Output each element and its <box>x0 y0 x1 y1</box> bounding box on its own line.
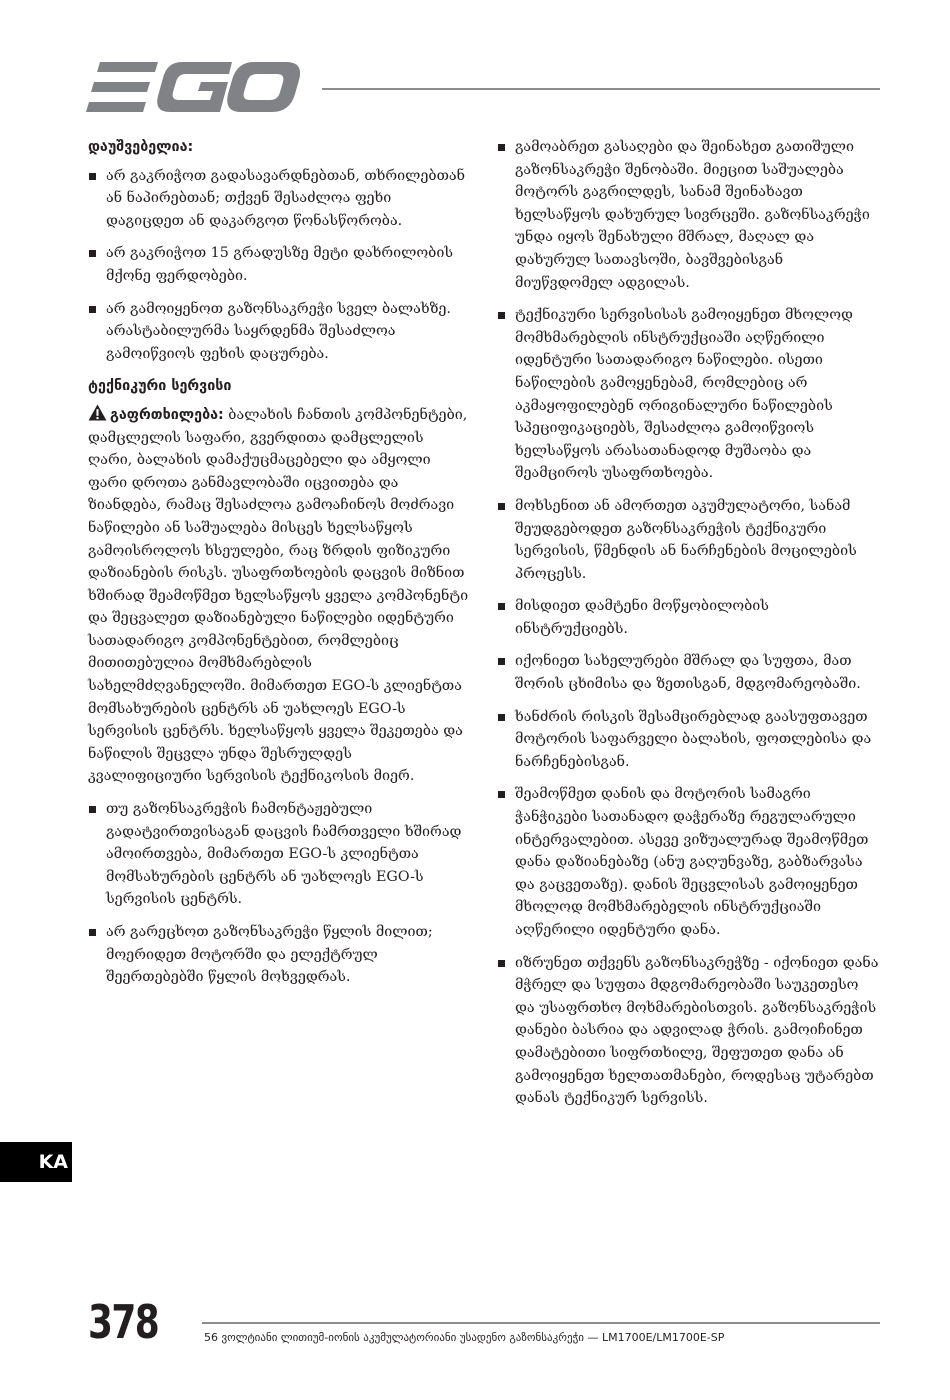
list-item <box>88 921 470 989</box>
maintenance-list-right <box>497 136 881 1110</box>
square-bullet-icon <box>89 173 96 180</box>
square-bullet-icon <box>89 250 96 257</box>
prohibited-list <box>88 165 470 366</box>
list-item <box>497 952 881 1110</box>
right-column <box>497 136 881 1120</box>
list-item <box>88 298 470 366</box>
list-item-text: არ გაკრიჭოთ გადასავარდნებთან, თხრილებთან ან ნაპირებთან; თქვენ შესაძლოა ფეხი დაგიცდეთ ან დაკარგოთ წონასწორობა. <box>106 167 465 229</box>
list-item-text: არ გაკრიჭოთ 15 გრადუსზე მეტი დახრილობის მქონე ფერდობები. <box>106 245 453 284</box>
footer-product-description: 56 ვოლტიანი ლითიუმ-იონის აკუმულატორიანი უსადენო გაზონსაკრეჭი — LM1700E/LM1700E-SP <box>204 1331 725 1344</box>
list-item-text: თუ გაზონსაკრეჭის ჩამონტაჟებული გადატვირთვისაგან დაცვის ჩამრთველი ხშირად ამოირთვება, მიმართეთ EGO-ს კლიენტთა მომსახურების ცენტრს ან უახლოეს EGO-ს სერვისის ცენტრს. <box>106 801 462 908</box>
list-item-text: გამოაბრეთ გასაღები და შეინახეთ გათიშული გაზონსაკრეჭი შენობაში. მიეცით საშუალება მოტორს გაგრილდეს, სანამ შეინახავთ ხელსაწყოს დახურულ სივრცეში. გაზონსაკრეჭი უნდა იყოს შენახული მშრალ, მაღალ და დახურულ სათავსოში, ბავშვებისგან მიუწვდომელ ადგილას. <box>515 139 870 291</box>
section-heading-maintenance: ტექნიკური სერვისი <box>88 378 232 395</box>
left-column <box>88 136 470 999</box>
square-bullet-icon <box>498 312 505 319</box>
warning-paragraph <box>88 404 470 788</box>
square-bullet-icon <box>89 806 96 813</box>
list-item-text: ტექნიკური სერვისისას გამოიყენეთ მხოლოდ მომხმარებლის ინსტრუქციაში აღწერილი იდენტური სათადარიგო ნაწილები. ისეთი ნაწილების გამოყენებამ, რომლებიც არ აკმაყოფილებენ ორიგინალური ნაწილების სპეციფიკაციებს, შესაძლოა გამოიწვიოს ხელსაწყოს არასათანადოდ მუშაობა და შეამციროს უსაფრთხოება. <box>515 307 853 482</box>
list-item-text: მოხსენით ან ამორთეთ აკუმულატორი, სანამ შეუდგებოდეთ გაზონსაკრეჭის ტექნიკური სერვისის, წმენდის ან ნარჩენების მოცილების პროცესს. <box>515 497 857 582</box>
language-tab <box>0 1142 72 1182</box>
list-item-text: არ გამოიყენოთ გაზონსაკრეჭი სველ ბალახზე. არასტაბილურმა საყრდენმა შესაძლოა გამოიწვიოს ფეხის დაცურება. <box>106 300 451 362</box>
list-item <box>88 798 470 911</box>
square-bullet-icon <box>498 603 505 610</box>
list-item <box>497 495 881 585</box>
section-heading-prohibited: დაუშვებელია: <box>88 139 194 155</box>
ego-logo <box>86 62 302 112</box>
list-item <box>497 783 881 941</box>
maintenance-list-left <box>88 798 470 989</box>
warning-label: გაფრთხილება: <box>110 406 224 423</box>
list-item <box>497 706 881 774</box>
square-bullet-icon <box>498 791 505 798</box>
list-item-text: იზრუნეთ თქვენს გაზონსაკრეჭზე - იქონიეთ დანა მჭრელ და სუფთა მდგომარეობაში საუკეთესო და უსაფრთხო მოხმარებისთვის. გაზონსაკრეჭის დანები ბასრია და ადვილად ჭრის. გამოიჩინეთ დამატებითი სიფრთხილე, შეფუთეთ დანა ან გამოიყენეთ ხელთათმანები, როდესაც უტარებთ დანას ტექნიკურ სერვისს. <box>515 954 879 1107</box>
list-item-text: არ გარეცხოთ გაზონსაკრეჭი წყლის მილით; მოერიდეთ მოტორში და ელექტრულ შეერთებებში წყლის მოხვედრას. <box>106 924 433 986</box>
square-bullet-icon <box>498 503 505 510</box>
page-number: 378 <box>88 1295 159 1349</box>
list-item <box>88 242 470 287</box>
list-item-text: შეამოწმეთ დანის და მოტორის სამაგრი ჭანჭიკები სათანადო დაჭერაზე რეგულარული ინტერვალებით. ასევე ვიზუალურად შეამოწმეთ დანა დაზიანებაზე (ანუ გაღუნვაზე, გაბზარვასა და გაცვეთაზე). დანის შეცვლისას გამოიყენეთ მხოლოდ მომხმარებელის ინსტრუქციაში აღწერილი იდენტური დანა. <box>515 786 869 938</box>
square-bullet-icon <box>498 658 505 665</box>
list-item <box>88 165 470 233</box>
list-item-text: იქონიეთ სახელურები მშრალ და სუფთა, მათ შორის ცხიმისა და ზეთისგან, მდგომარეობაში. <box>515 653 861 693</box>
list-item <box>497 595 881 640</box>
square-bullet-icon <box>498 714 505 721</box>
header-rule <box>322 88 880 90</box>
square-bullet-icon <box>498 960 505 967</box>
square-bullet-icon <box>89 306 96 313</box>
warning-triangle-icon <box>88 404 107 421</box>
list-item <box>497 136 881 294</box>
list-item-text: ხანძრის რისკის შესამცირებლად გაასუფთავეთ მოტორის საფარველი ბალახის, ფოთლებისა და ნარჩენებისგან. <box>515 708 872 770</box>
list-item-text: მისდიეთ დამტენი მოწყობილობის ინსტრუქციებს. <box>515 598 769 637</box>
square-bullet-icon <box>89 929 96 936</box>
square-bullet-icon <box>498 144 505 151</box>
footer-rule <box>202 1322 880 1324</box>
language-tab-label: KA <box>38 1151 68 1173</box>
list-item <box>497 650 881 695</box>
warning-text: ბალახის ჩანთის კომპონენტები, დამცლელის საფარი, გვერდითა დამცლელის ღარი, ბალახის დამაქუცმაცებელი და ამყოლი ფარი დროთა განმავლობაში იცვითება და ზიანდება, რამაც შესაძლოა გამოაჩინოს მოძრავი ნაწილები ან საშუალება მისცეს ხელსაწყოს გამოისროლოს ხსეულები, რაც ზრდის ფიზიკური დაზიანების რისკს. უსაფრთხოების დაცვის მიზნით ხშირად შეამოწმეთ ხელსაწყოს ყველა კომპონენტი და შეცვალეთ დაზიანებული ნაწილები იდენტური სათადარიგო კომპონენტებით, რომლებიც მითითებულია მომხმარებლის სახელმძღვანელოში. მიმართეთ EGO-ს კლიენტთა მომსახურების ცენტრს ან უახლოეს EGO-ს სერვისის ცენტრს. ხელსაწყოს ყველა შეკეთება და ნაწილის შეცვლა უნდა შესრულდეს კვალიფიციური სერვისის ტექნიკოსის მიერ. <box>88 406 469 785</box>
list-item <box>497 304 881 485</box>
